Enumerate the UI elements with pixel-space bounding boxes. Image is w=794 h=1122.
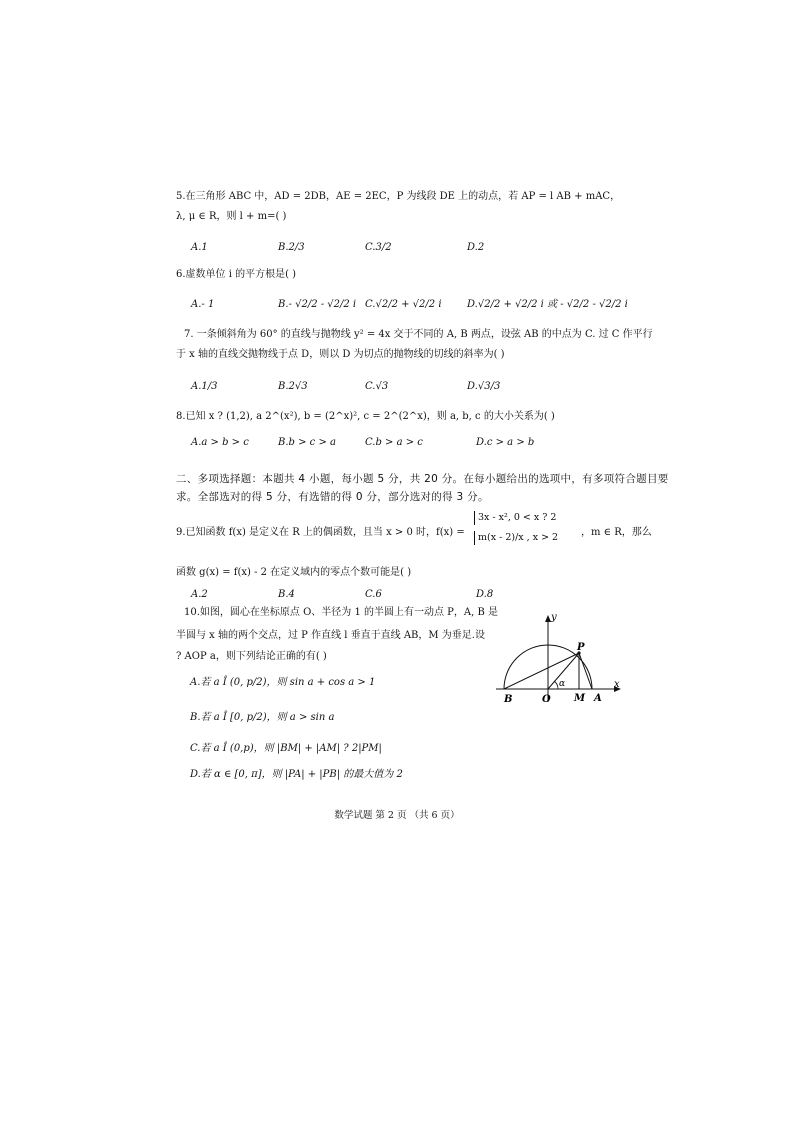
x-axis-label: x — [614, 679, 620, 690]
q9-piecewise-case1: 3x - x², 0 < x ? 2 — [474, 511, 556, 525]
q9-stem: 9.已知函数 f(x) 是定义在 R 上的偶函数，且当 x > 0 时，f(x) = — [176, 527, 465, 538]
q5-option-c: C.3/2 — [365, 242, 392, 253]
q8-option-a: A.a > b > c — [191, 437, 249, 448]
q5-option-d: D.2 — [467, 242, 485, 253]
q9-option-c: C.6 — [365, 589, 382, 600]
section2-heading-line2: 求。全部选对的得 5 分，有选错的得 0 分，部分选对的得 3 分。 — [176, 491, 489, 503]
section2-heading-line1: 二、多项选择题：本题共 4 小题，每小题 5 分，共 20 分。在每小题给出的选项中，有多项符合题目要 — [176, 473, 669, 485]
q10-option-a: A.若 a Î (0, p/2)，则 sin a + cos a > 1 — [190, 677, 376, 688]
q9-option-d: D.8 — [476, 589, 494, 600]
q6-option-a: A.- 1 — [191, 299, 215, 310]
q5-option-b: B.2/3 — [278, 242, 305, 253]
q8-option-b: B.b > c > a — [278, 437, 336, 448]
q10-semicircle-figure — [490, 610, 630, 710]
q9-option-a: A.2 — [191, 589, 208, 600]
q6-stem: 6.虚数单位 i 的平方根是( ) — [176, 269, 297, 280]
y-axis-label: y — [551, 612, 557, 623]
q10-option-c: C.若 a Î (0,p)，则 |BM| + |AM| ? 2|PM| — [190, 743, 382, 754]
label-b: B — [504, 694, 513, 705]
label-o: O — [542, 694, 551, 705]
q10-option-d: D.若 α ∈ [0, π]，则 |PA| + |PB| 的最大值为 2 — [190, 769, 403, 780]
q9-stem-tail: ，m ∈ R，那么 — [581, 527, 652, 538]
q7-option-a: A.1/3 — [191, 381, 218, 392]
q7-line1: 7. 一条倾斜角为 60° 的直线与抛物线 y² = 4x 交于不同的 A, B 两点，设弦 AB 的中点为 C. 过 C 作平行 — [184, 329, 653, 340]
label-alpha: α — [559, 679, 566, 689]
q8-option-d: D.c > a > b — [476, 437, 535, 448]
q6-option-b: B.- √2/2 - √2/2 i — [278, 299, 357, 310]
q10-option-b: B.若 a Î [0, p/2)，则 a > sin a — [190, 712, 335, 723]
page-footer: 数学试题 第 2 页 （共 6 页） — [334, 810, 460, 821]
q5-option-a: A.1 — [191, 242, 208, 253]
segment-pb — [504, 653, 579, 689]
q10-line2: 半圆与 x 轴的两个交点，过 P 作直线 l 垂直于直线 AB，M 为垂足.设 — [176, 630, 485, 641]
q8-option-c: C.b > a > c — [365, 437, 423, 448]
label-m: M — [574, 693, 586, 704]
q8-stem: 8.已知 x ? (1,2), a 2^(x²), b = (2^x)², c = 2^(2^x)，则 a, b, c 的大小关系为( ) — [176, 411, 555, 422]
q6-option-c: C.√2/2 + √2/2 i — [365, 299, 442, 310]
q10-line3: ? AOP a，则下列结论正确的有( ) — [176, 651, 327, 662]
label-a: A — [594, 693, 602, 704]
q9-line2: 函数 g(x) = f(x) - 2 在定义域内的零点个数可能是( ) — [176, 567, 412, 578]
segment-pa — [579, 653, 592, 689]
q5-line2: λ, μ ∈ R，则 l + m=( ) — [176, 211, 287, 222]
q7-option-c: C.√3 — [365, 381, 389, 392]
q5-line1: 5.在三角形 ABC 中，AD = 2DB，AE = 2EC，P 为线段 DE 上的动点，若 AP = l AB + mAC， — [176, 191, 621, 202]
q10-line1: 10.如图，圆心在坐标原点 O、半径为 1 的半圆上有一动点 P，A, B 是 — [184, 607, 499, 618]
q7-option-b: B.2√3 — [278, 381, 308, 392]
q7-option-d: D.√3/3 — [467, 381, 501, 392]
angle-arc — [554, 681, 558, 689]
q9-piecewise-case2: m(x - 2)/x , x > 2 — [474, 531, 558, 545]
q6-option-d: D.√2/2 + √2/2 i 或 - √2/2 - √2/2 i — [467, 299, 628, 310]
label-p: P — [577, 642, 585, 653]
q9-option-b: B.4 — [278, 589, 295, 600]
q7-line2: 于 x 轴的直线交抛物线于点 D，则以 D 为切点的抛物线的切线的斜率为( ) — [176, 349, 505, 360]
